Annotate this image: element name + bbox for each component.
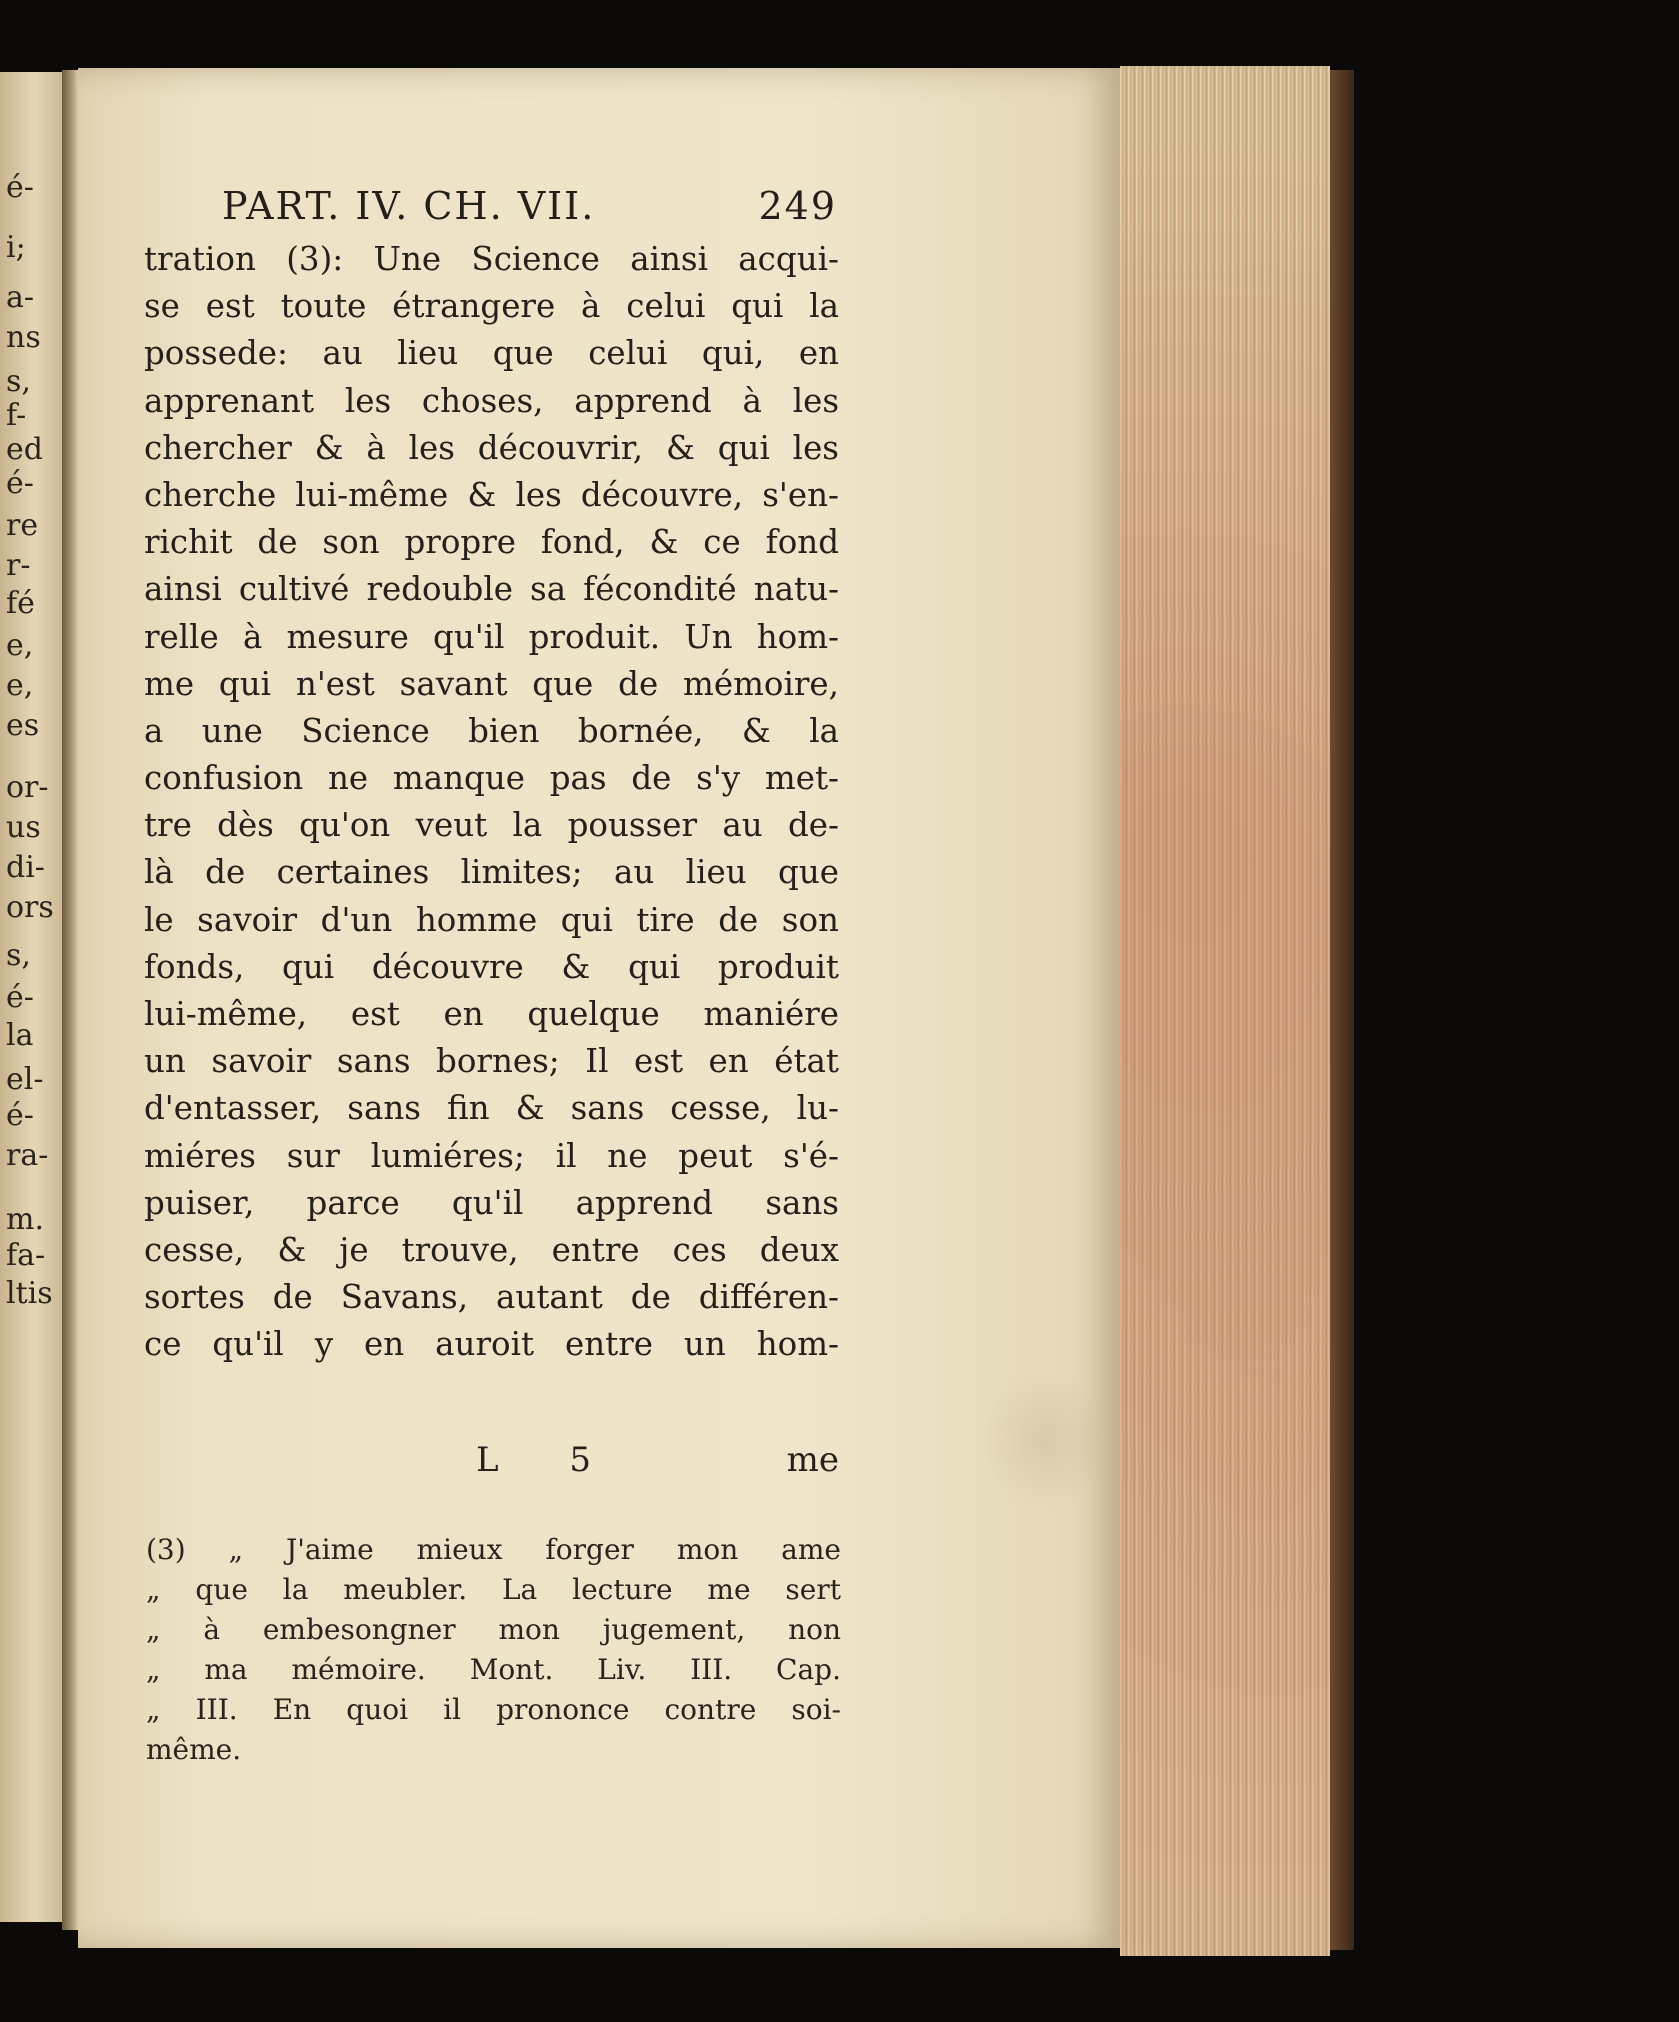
text-line: possede: au lieu que celui qui, en: [144, 334, 839, 373]
text-line: cherche lui-même & les découvre, s'en-: [144, 475, 839, 514]
text-line: puiser, parce qu'il apprend sans: [144, 1183, 839, 1222]
footnote-line: „ III. En quoi il prononce contre soi-: [146, 1693, 841, 1726]
left-page-fragment: ns: [6, 320, 41, 355]
left-page-fragment: é-: [6, 170, 34, 205]
footnote: [146, 1530, 841, 1770]
left-page-fragment: us: [6, 810, 41, 845]
footnote-line: même.: [146, 1733, 242, 1766]
signature-line: [144, 1440, 839, 1490]
left-page-fragment: s,: [6, 938, 31, 973]
left-page-fragment: es: [6, 708, 40, 743]
left-page-fragment: é-: [6, 980, 34, 1015]
page-block-edge: [1120, 66, 1330, 1956]
left-page-fragment: é-: [6, 1098, 34, 1133]
left-page-fragment: el-: [6, 1062, 44, 1097]
body-text: [144, 236, 839, 1369]
text-line: tration (3): Une Science ainsi acqui-: [144, 240, 839, 278]
text-line: un savoir sans bornes; Il est en état: [144, 1042, 839, 1081]
left-page-fragment: re: [6, 508, 39, 543]
left-page-fragment: ors: [6, 890, 54, 925]
left-page-fragment: or-: [6, 770, 49, 805]
left-page-fragment: m.: [6, 1202, 44, 1237]
text-line: confusion ne manque pas de s'y met-: [144, 759, 839, 798]
text-line: fonds, qui découvre & qui produit: [144, 947, 839, 986]
text-line: me qui n'est savant que de mémoire,: [144, 664, 839, 703]
cover-board-edge: [1330, 70, 1354, 1950]
footnote-line: (3) „ J'aime mieux forger mon ame: [146, 1533, 841, 1566]
text-line: ainsi cultivé redouble sa fécondité natu-: [144, 570, 839, 609]
left-page-edge: [0, 72, 63, 1922]
left-page-fragment: di-: [6, 850, 45, 885]
text-line: sortes de Savans, autant de différen-: [144, 1278, 839, 1317]
left-page-fragment: ed: [6, 432, 43, 467]
show-through-stain: [980, 1370, 1110, 1510]
running-title: PART. IV. CH. VII.: [222, 184, 596, 228]
text-line: se est toute étrangere à celui qui la: [144, 287, 839, 326]
footnote-line: „ à embesongner mon jugement, non: [146, 1613, 841, 1646]
text-line: relle à mesure qu'il produit. Un hom-: [144, 617, 839, 656]
book-gutter: [62, 70, 78, 1930]
text-line: cesse, & je trouve, entre ces deux: [144, 1230, 839, 1269]
page-number: 249: [758, 184, 837, 228]
text-line: chercher & à les découvrir, & qui les: [144, 428, 839, 467]
text-line: richit de son propre fond, & ce fond: [144, 523, 839, 562]
footnote-line: „ que la meubler. La lecture me sert: [146, 1573, 841, 1606]
left-page-fragment: r-: [6, 548, 31, 583]
left-page-fragment: fé: [6, 586, 35, 621]
text-line: le savoir d'un homme qui tire de son: [144, 900, 839, 939]
text-line: miéres sur lumiéres; il ne peut s'é-: [144, 1136, 839, 1175]
footnote-line: „ ma mémoire. Mont. Liv. III. Cap.: [146, 1653, 841, 1686]
left-page-fragment: s,: [6, 364, 31, 399]
left-page-fragment: e,: [6, 668, 34, 703]
text-line: a une Science bien bornée, & la: [144, 711, 839, 750]
text-line: tre dès qu'on veut la pousser au de-: [144, 806, 839, 845]
left-page-fragment: fa-: [6, 1238, 46, 1273]
signature-mark: L 5: [476, 1440, 622, 1480]
text-line: ce qu'il y en auroit entre un hom-: [144, 1325, 839, 1364]
left-page-fragment: ltis: [6, 1276, 53, 1311]
text-line: d'entasser, sans fin & sans cesse, lu-: [144, 1089, 839, 1128]
left-page-fragment: e,: [6, 628, 34, 663]
text-line: là de certaines limites; au lieu que: [144, 853, 839, 892]
text-line: lui-même, est en quelque maniére: [144, 995, 839, 1033]
left-page-fragment: f-: [6, 398, 27, 433]
catchword: me: [786, 1440, 839, 1480]
left-page-fragment: i;: [6, 230, 26, 265]
left-page-fragment: é-: [6, 466, 34, 501]
running-header: [222, 180, 837, 236]
left-page-fragment: a-: [6, 280, 35, 315]
text-line: apprenant les choses, apprend à les: [144, 381, 839, 420]
left-page-fragment: ra-: [6, 1138, 49, 1173]
left-page-fragment: la: [6, 1018, 34, 1053]
